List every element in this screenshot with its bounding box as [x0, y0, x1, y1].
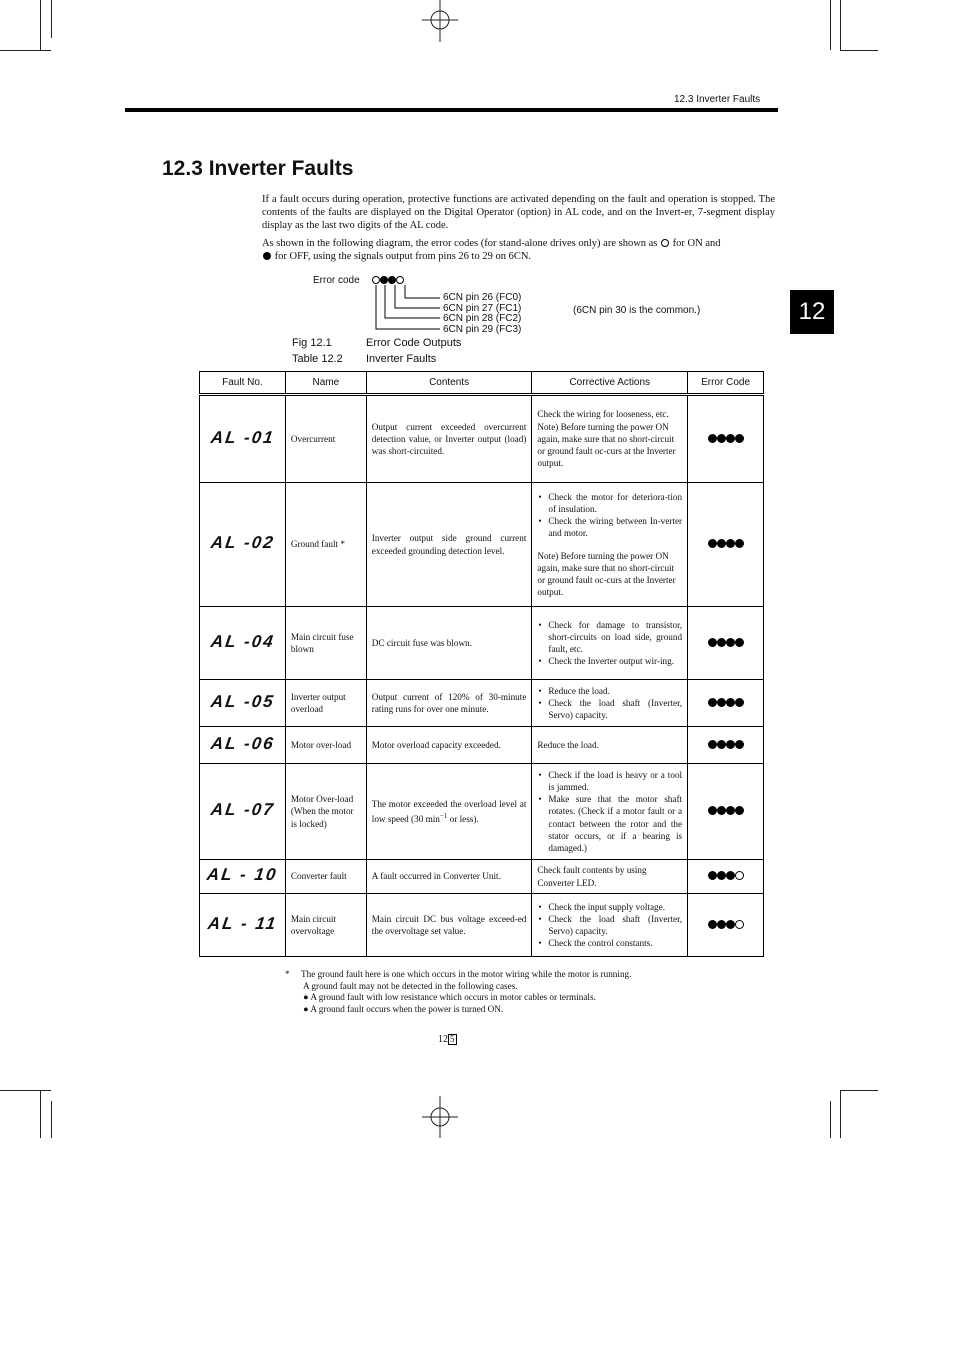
action-text: Check the wiring for looseness, etc. — [537, 409, 669, 420]
bit-on-icon — [396, 276, 404, 284]
page-title: 12.3 Inverter Faults — [162, 157, 354, 180]
bit-off-icon — [717, 806, 726, 815]
table-row — [200, 607, 764, 680]
fault-contents: Main circuit DC bus voltage exceed-ed the overvoltage set value. — [366, 894, 532, 957]
fault-number-cell — [200, 395, 286, 483]
error-code-dots — [708, 539, 744, 549]
footnote-line — [285, 969, 705, 981]
bit-off-icon — [708, 871, 717, 880]
action-list — [537, 769, 682, 854]
error-code-dots — [708, 806, 744, 816]
table-row — [200, 680, 764, 727]
fault-number-cell — [200, 483, 286, 607]
table-header-row — [200, 372, 764, 395]
intro-paragraph: If a fault occurs during operation, protective functions are activated depending on the fault and operation is stopped. The contents of the faults are displayed on the Digital Operator (option) in AL code, and on the Invert-er, 7-segment display display as the last two digits of the AL code. — [262, 194, 775, 231]
fault-name: Main circuit overvoltage — [285, 894, 366, 957]
running-header: 12.3 Inverter Faults — [674, 94, 761, 105]
fault-name: Ground fault * — [285, 483, 366, 607]
footnote-bullet: ● A ground fault occurs when the power is turned ON. — [303, 1003, 504, 1014]
footnote-text: The ground fault here is one which occurs in the motor wiring while the motor is running. — [301, 969, 632, 979]
error-code-dots — [708, 920, 744, 930]
table-row — [200, 860, 764, 894]
corrective-actions — [532, 894, 688, 957]
table-caption: Inverter Faults — [366, 353, 437, 365]
fault-name: Motor Over-load (When the motor is locked) — [285, 764, 366, 860]
intro-text-post: for OFF, using the signals output from pins 26 to 29 on 6CN. — [274, 251, 532, 262]
action-item: • Check the load shaft (Inverter, Servo) capacity. — [548, 913, 682, 937]
bit-off-icon — [708, 740, 717, 749]
bit-off-icon — [708, 539, 717, 548]
contents-text: or less). — [447, 814, 479, 825]
action-item: • Check if the load is heavy or a tool is jammed. — [548, 769, 682, 793]
page-number — [438, 1034, 457, 1045]
corrective-actions — [532, 680, 688, 727]
bit-on-icon — [735, 871, 744, 880]
figure-caption: Error Code Outputs — [366, 337, 462, 349]
figure-number: Fig 12.1 — [292, 337, 332, 349]
fault-name: Inverter output overload — [285, 680, 366, 727]
action-text: Reduce the load. — [537, 739, 599, 750]
fault-code: AL - 10 — [205, 865, 280, 885]
bit-off-icon — [717, 698, 726, 707]
fault-contents: DC circuit fuse was blown. — [366, 607, 532, 680]
corrective-actions — [532, 727, 688, 764]
corrective-actions — [532, 395, 688, 483]
action-item: • Check the input supply voltage. — [548, 901, 682, 913]
column-header: Error Code — [688, 372, 764, 395]
registration-mark-bottom — [420, 1096, 460, 1140]
bit-off-icon — [708, 920, 717, 929]
action-item: • Check the load shaft (Inverter, Servo) capacity. — [548, 697, 682, 721]
error-code-dots — [708, 434, 744, 444]
bit-off-icon — [735, 806, 744, 815]
bit-on-icon — [372, 276, 380, 284]
fault-contents: Output current of 120% of 30-minute rating runs for over one minute. — [366, 680, 532, 727]
column-header: Contents — [366, 372, 532, 395]
bit-off-icon — [726, 638, 735, 647]
action-item: • Reduce the load. — [548, 685, 682, 697]
fault-number-cell — [200, 894, 286, 957]
error-code-dots — [708, 740, 744, 750]
page-index: 5 — [450, 1034, 455, 1044]
footnote-bullet-text: A ground fault with low resistance which occurs in motor cables or terminals. — [310, 992, 596, 1002]
bit-on-icon — [735, 920, 744, 929]
bit-off-icon — [717, 920, 726, 929]
error-code-cell — [688, 483, 764, 607]
action-item: • Check the control constants. — [548, 937, 682, 949]
table-row — [200, 727, 764, 764]
error-code-dots — [708, 638, 744, 648]
table-number: Table 12.2 — [292, 353, 343, 365]
error-code-cell — [688, 727, 764, 764]
diagram-leader-lines — [370, 284, 445, 334]
action-item: • Check the motor for deteriora-tion of insulation. — [548, 491, 682, 515]
bit-off-icon — [717, 434, 726, 443]
action-item: • Make sure that the motor shaft rotates. (Check if a motor fault or a contact between the rotor and the stator occurs, or if a bearing is damaged.) — [548, 793, 682, 854]
bit-off-icon — [735, 698, 744, 707]
error-code-cell — [688, 764, 764, 860]
corrective-actions — [532, 483, 688, 607]
bit-off-icon — [708, 434, 717, 443]
action-item: • Check the wiring between In-verter and motor. — [548, 515, 682, 539]
fault-code: AL -05 — [209, 691, 276, 711]
bit-off-icon — [735, 434, 744, 443]
fault-number-cell — [200, 680, 286, 727]
table-row — [200, 395, 764, 483]
action-text: Check fault contents by using Converter LED. — [537, 865, 647, 888]
bit-off-icon — [735, 740, 744, 749]
common-pin-note: (6CN pin 30 is the common.) — [573, 305, 701, 316]
error-code-cell — [688, 860, 764, 894]
fault-name: Overcurrent — [285, 395, 366, 483]
bit-off-icon — [726, 871, 735, 880]
pin-label: 6CN pin 26 (FC0) — [443, 292, 522, 303]
fault-code: AL -07 — [209, 800, 276, 820]
bit-off-icon — [717, 638, 726, 647]
error-code-paragraph — [262, 237, 775, 263]
action-list — [537, 619, 682, 668]
bit-off-icon — [708, 698, 717, 707]
footnote-text: A ground fault may not be detected in the following cases. — [303, 980, 518, 991]
fault-name: Main circuit fuse blown — [285, 607, 366, 680]
corrective-actions — [532, 607, 688, 680]
pin-label: 6CN pin 28 (FC2) — [443, 313, 522, 324]
fault-name: Motor over-load — [285, 727, 366, 764]
fault-contents — [366, 764, 532, 860]
bit-off-icon — [735, 539, 744, 548]
bit-off-icon — [726, 434, 735, 443]
bit-off-icon — [726, 920, 735, 929]
error-code-cell — [688, 607, 764, 680]
page-chapter: 12 — [438, 1034, 448, 1045]
corrective-actions — [532, 860, 688, 894]
bit-off-icon — [717, 871, 726, 880]
fault-contents: Inverter output side ground current exceeded grounding detection level. — [366, 483, 532, 607]
pin-label: 6CN pin 27 (FC1) — [443, 303, 522, 314]
fault-number-cell — [200, 764, 286, 860]
off-symbol-icon — [263, 252, 271, 260]
bit-off-icon — [726, 806, 735, 815]
footnote-mark: * — [285, 969, 290, 979]
bit-off-icon — [708, 806, 717, 815]
contents-text: The motor exceeded the overload level at low speed (30 min — [371, 798, 527, 825]
bit-off-icon — [717, 740, 726, 749]
action-note: Note) Before turning the power ON again, make sure that no short-circuit or ground fault oc-curs at the Inverter output. — [537, 421, 676, 469]
fault-contents: Motor overload capacity exceeded. — [366, 727, 532, 764]
fault-code: AL -06 — [209, 733, 276, 753]
inverter-faults-table — [199, 371, 764, 957]
action-list — [537, 901, 682, 950]
error-code-cell — [688, 395, 764, 483]
bit-off-icon — [726, 740, 735, 749]
pin-label: 6CN pin 29 (FC3) — [443, 324, 522, 335]
on-symbol-icon — [661, 239, 669, 247]
footnote-bullet-text: A ground fault occurs when the power is turned ON. — [310, 1003, 504, 1014]
diagram-bits — [372, 276, 404, 284]
action-note: Note) Before turning the power ON again, make sure that no short-circuit or ground fault oc-curs at the Inverter output. — [537, 550, 676, 598]
column-header: Name — [285, 372, 366, 395]
contents-superscript: −1 — [439, 811, 448, 820]
action-item: • Check for damage to transistor, short-circuits on load side, ground fault, etc. — [548, 619, 682, 656]
footnote — [285, 969, 705, 1015]
error-code-dots — [708, 698, 744, 708]
table-row — [200, 483, 764, 607]
header-rule — [125, 108, 778, 112]
action-list — [537, 491, 682, 540]
chapter-tab: 12 — [790, 290, 834, 334]
bit-off-icon — [388, 276, 396, 284]
bit-off-icon — [726, 539, 735, 548]
error-code-cell — [688, 680, 764, 727]
column-header: Fault No. — [200, 372, 286, 395]
table-row — [200, 764, 764, 860]
corrective-actions — [532, 764, 688, 860]
fault-number-cell — [200, 860, 286, 894]
action-item: • Check the Inverter output wir-ing. — [548, 655, 682, 667]
diagram-label: Error code — [313, 275, 360, 286]
fault-contents: Output current exceeded overcurrent detection value, or Inverter output (load) was short-circuited. — [366, 395, 532, 483]
fault-number-cell — [200, 727, 286, 764]
fault-code: AL - 11 — [206, 913, 279, 933]
fault-name: Converter fault — [285, 860, 366, 894]
bit-off-icon — [735, 638, 744, 647]
registration-mark-top — [420, 0, 460, 45]
intro-text-mid: for ON and — [672, 238, 721, 249]
bit-off-icon — [726, 698, 735, 707]
bit-off-icon — [380, 276, 388, 284]
column-header: Corrective Actions — [532, 372, 688, 395]
fault-code: AL -02 — [209, 533, 276, 553]
error-code-dots — [708, 871, 744, 881]
bit-off-icon — [717, 539, 726, 548]
intro-text-pre: As shown in the following diagram, the error codes (for stand-alone drives only) are shown as — [262, 238, 658, 249]
table-row — [200, 894, 764, 957]
fault-code: AL -04 — [209, 631, 276, 651]
bit-off-icon — [708, 638, 717, 647]
action-list — [537, 685, 682, 722]
fault-number-cell — [200, 607, 286, 680]
fault-contents: A fault occurred in Converter Unit. — [366, 860, 532, 894]
fault-code: AL -01 — [209, 427, 276, 447]
error-code-cell — [688, 894, 764, 957]
footnote-bullet: ● A ground fault with low resistance which occurs in motor cables or terminals. — [303, 992, 596, 1002]
